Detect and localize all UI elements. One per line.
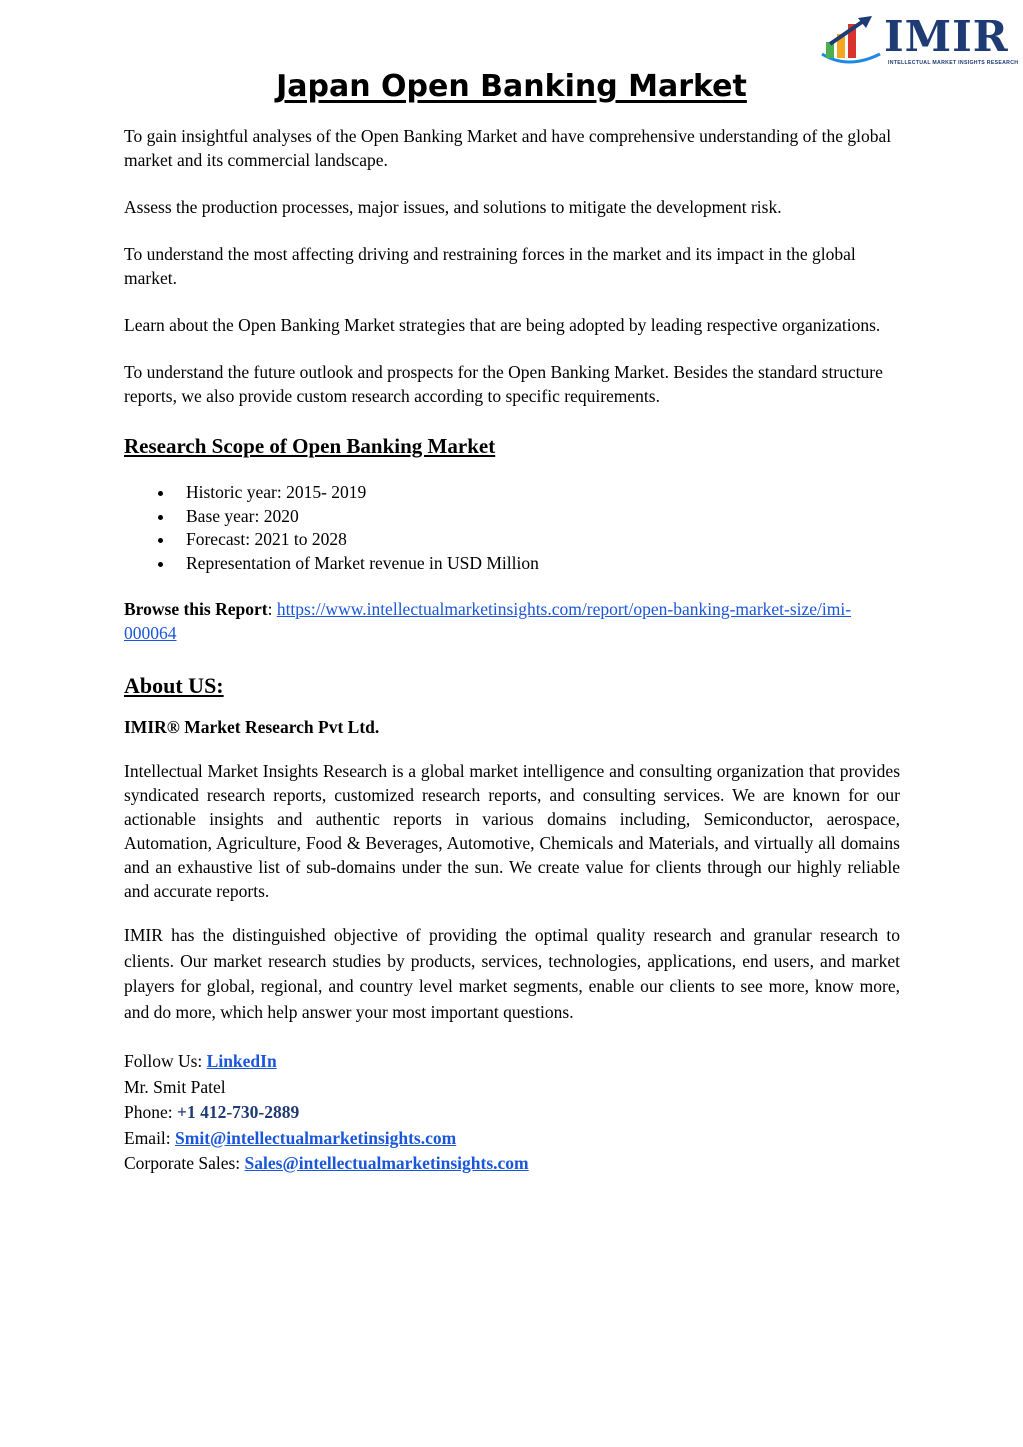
about-paragraph-1: Intellectual Market Insights Research is a global market intelligence and consulting organization that provides syndicated research reports, customized research reports, and consulting services. We are known for our actionable insights and authentic reports in various domains including, Semiconductor, aerospace, Automation, Agriculture, Food & Beverages, Automotive, Chemicals and Materials, and virtually all domains and an exhaustive list of sub-domains under the sun. We create value for clients through our highly reliable and accurate reports.: [124, 761, 900, 901]
follow-label: Follow Us:: [124, 1051, 207, 1071]
logo-chart-icon: [818, 14, 888, 70]
intro-paragraph-3: To understand the most affecting driving and restraining forces in the market and its impact in the global market.: [124, 244, 856, 288]
scope-item-base: Base year: 2020: [186, 505, 900, 529]
intro-paragraph-2: Assess the production processes, major issues, and solutions to mitigate the development risk.: [124, 197, 782, 217]
contact-person: Mr. Smit Patel: [124, 1076, 226, 1097]
email-label: Email:: [124, 1127, 176, 1148]
browse-report: [124, 597, 900, 645]
sales-email-link[interactable]: Sales@intellectualmarketinsights.com: [244, 1153, 529, 1173]
imir-logo: [818, 12, 1019, 70]
about-paragraph-2: IMIR has the distinguished objective of providing the optimal quality research and granular research to clients. Our market research studies by products, services, technologies, applications, end users, and market players for global, regional, and country level market segments, enable our clients to see more, know more, and do more, which help answer your most important questions.: [124, 925, 900, 1022]
scope-list: [124, 481, 900, 575]
contact-block: [124, 1049, 900, 1177]
phone-line: [124, 1100, 900, 1126]
linkedin-link[interactable]: LinkedIn: [206, 1051, 277, 1071]
company-name: IMIR® Market Research Pvt Ltd.: [124, 717, 380, 737]
logo-tagline: INTELLECTUAL MARKET INSIGHTS RESEARCH: [888, 60, 1019, 66]
sales-label: Corporate Sales:: [124, 1153, 245, 1173]
scope-heading: Research Scope of Open Banking Market: [124, 434, 496, 458]
scope-item-representation: Representation of Market revenue in USD Million: [186, 552, 900, 576]
intro-paragraph-4: Learn about the Open Banking Market strategies that are being adopted by leading respective organizations.: [124, 315, 881, 335]
browse-label: Browse this Report: [124, 599, 268, 619]
about-heading: About US:: [124, 673, 224, 698]
sales-line: [124, 1151, 900, 1177]
page-title: Japan Open Banking Market: [276, 69, 747, 104]
email-link[interactable]: Smit@intellectualmarketinsights.com: [175, 1127, 457, 1148]
phone-label: Phone:: [124, 1102, 177, 1122]
browse-separator: :: [267, 599, 273, 619]
report-link[interactable]: https://www.intellectualmarketinsights.com/report/open-banking-market-size/imi-000064: [124, 599, 852, 643]
logo-wordmark: IMIR: [884, 12, 1009, 61]
follow-line: [124, 1049, 900, 1075]
scope-item-forecast: Forecast: 2021 to 2028: [186, 528, 900, 552]
intro-paragraph-5: To understand the future outlook and prospects for the Open Banking Market. Besides the standard structure reports, we also provide custom research according to specific requirements.: [124, 362, 883, 406]
scope-item-historic: Historic year: 2015- 2019: [186, 481, 900, 505]
intro-paragraph-1: To gain insightful analyses of the Open Banking Market and have comprehensive understanding of the global market and its commercial landscape.: [124, 126, 892, 170]
email-line: [124, 1126, 900, 1152]
phone-number: +1 412-730-2889: [177, 1102, 300, 1122]
document-body: [124, 124, 900, 1177]
